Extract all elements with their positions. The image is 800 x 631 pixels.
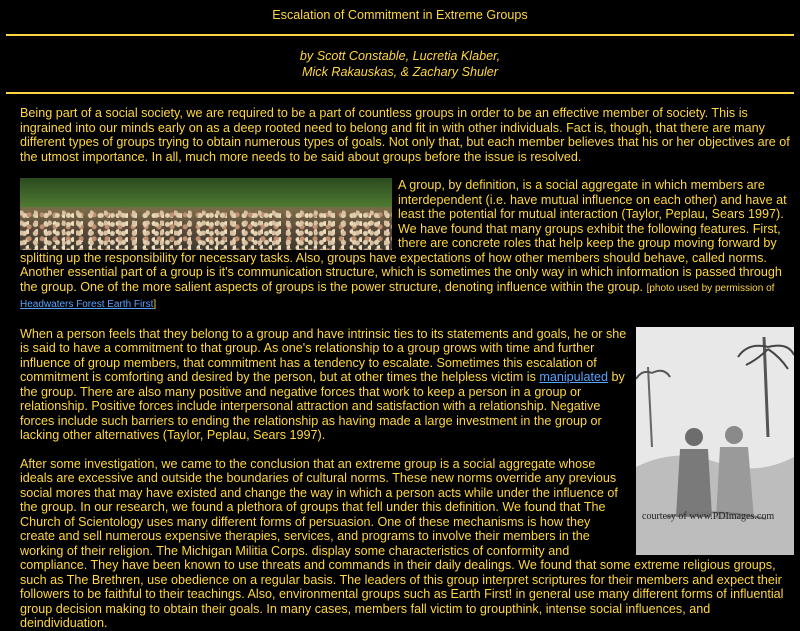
photo-credit-suffix: ] — [153, 299, 157, 310]
paragraph-commitment-text-1: When a person feels that they belong to a group and have intrinsic ties to its statements and goals, he or she is said to have a commitment to that group. As one's relationship to a group grows with time and further influence of group members, that commitment has a tendency to escalate. Sometimes this escalation of commitment is comforting and desired by the person, but at other times the helpless victim is — [20, 326, 627, 384]
paragraph-group-definition-text: A group, by definition, is a social aggregate in which members are interdependent (i.e. have mutual influence on each other) and have at least the potential for mutual interaction (Taylor, Peplau, Sears 1997). We have found that many groups exhibit the following features. First, there are concrete roles that help keep the group moving forward by splitting up the responsibility for necessary tasks. Also, groups have expectations of how other members should behave, called norms. Another essential part of a group is it's communication structure, which is sometimes the only way in which information is passed through the group. One of the more salient aspects of groups is the power structure, denoting influence within the group. — [20, 178, 787, 294]
crowd-area — [20, 210, 392, 250]
trees-area — [20, 178, 392, 207]
divider-top — [6, 34, 794, 36]
headwaters-link[interactable]: Headwaters Forest Earth First — [20, 299, 154, 310]
baptism-illustration — [636, 327, 794, 555]
authors-line-1: by Scott Constable, Lucretia Klaber, — [299, 49, 501, 63]
page-title: Escalation of Commitment in Extreme Groups — [272, 8, 528, 22]
paragraph-group-definition — [6, 178, 794, 313]
paragraph-intro: Being part of a social society, we are required to be a part of countless groups in order to be an effective member of society. This is ingrained into our minds early on as a deep rooted need to belong and fit in with other individuals. Fact is, though, that there are many different types of groups trying to obtain numerous types of goals. Not only that, but each member believes that his or her objectives are of the utmost importance. In all, much more needs to be said about groups before the issue is resolved. — [20, 106, 790, 164]
manipulated-link[interactable]: manipulated — [539, 370, 608, 384]
image-credit: courtesy of www.PDImages.com — [642, 511, 775, 522]
authors — [6, 48, 794, 80]
paragraph-commitment — [6, 326, 794, 522]
authors-line-2: Mick Rakauskas, & Zachary Shuler — [302, 65, 498, 79]
divider-bottom — [6, 92, 794, 94]
page — [0, 8, 800, 631]
crowd-photo — [20, 178, 392, 250]
photo-credit-prefix: [photo used by permission of — [646, 282, 775, 294]
paragraph-extreme-groups: After some investigation, we came to the conclusion that an extreme group is a social aggregate whose ideals are excessive and outside the boundaries of cultural norms. These new norms override any previous social mores that may have existed and change the way in which a person acts while under the influence of the group. In our research, we found a plethora of groups that fell under this definition. We found that The Church of Scientology uses many different forms of persuasion. One of these mechanisms is how they create and sell numerous expensive therapies, services, and programs to involve their members in the working of their religion. The Michigan Militia Corps. display some characteristics of conformity and compliance. They have been known to use threats and commands in their daily dealings. We found that some extreme religious groups, such as The Brethren, use obedience on a regular basis. The leaders of this group interpret scriptures for their members and expect their followers to be faithful to their teachings. Also, environmental groups such as Earth First! in general use many different forms of influential group decision making to obtain their goals. In many cases, members fall victim to groupthink, intense social influences, and deindividuation. — [20, 456, 784, 630]
paragraph-commitment-text-2: by the group. There are also many positive and negative forces that work to keep a person in a group or relationship. Positive forces include interpersonal attraction and satisfaction with a relationship. Negative forces include such barriers to ending the relationship as having made a large investment in the group or lacking other alternatives (Taylor, Peplau, Sears 1997). — [20, 370, 625, 442]
